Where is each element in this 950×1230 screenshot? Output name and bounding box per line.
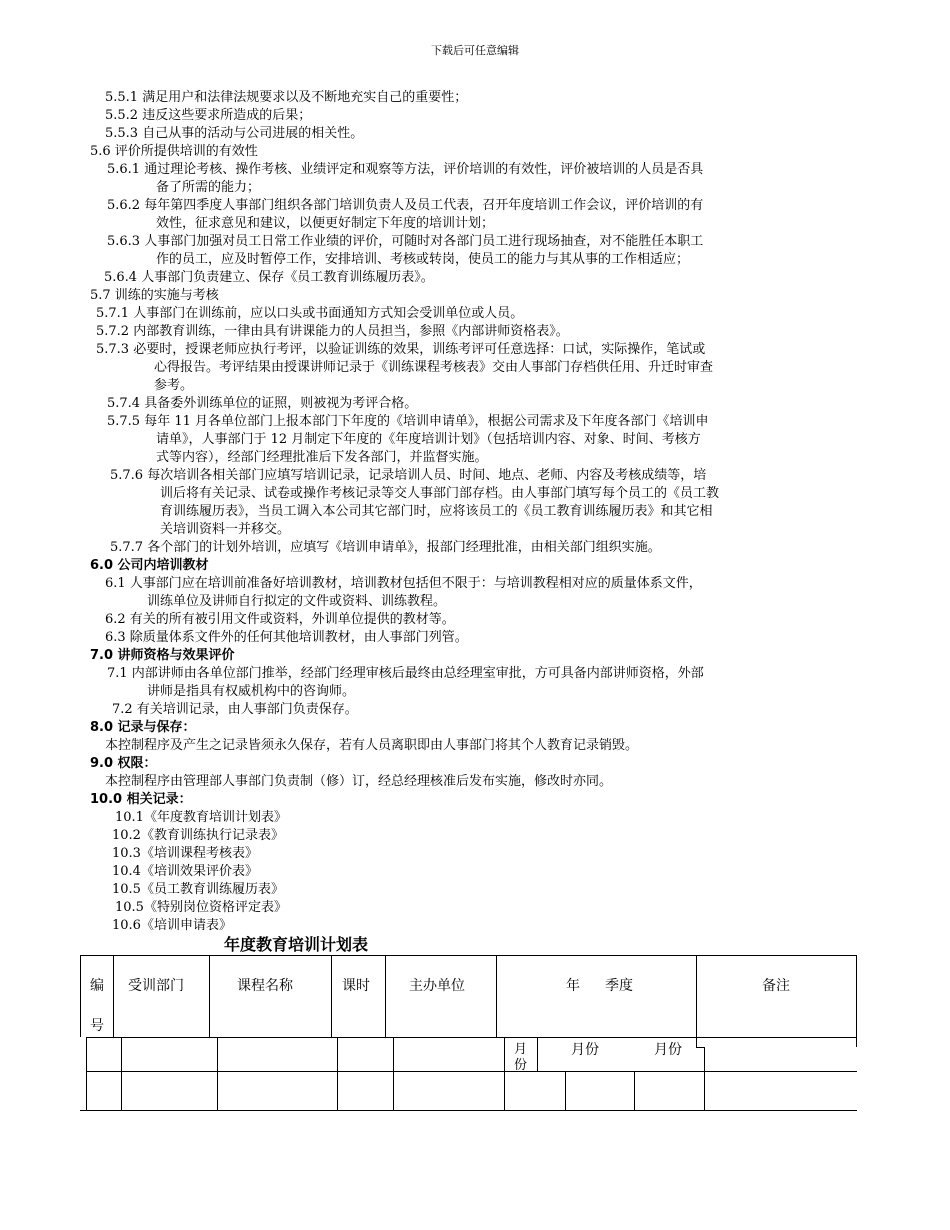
header-host: 主办单位	[409, 978, 465, 994]
record-item: 10.6《培训申请表》	[112, 918, 232, 933]
text-line: 5.7.1 人事部门在训练前，应以口头或书面通知方式知会受训单位或人员。	[96, 306, 524, 321]
header-month: 月	[514, 1042, 528, 1057]
record-item: 10.5《员工教育训练履历表》	[112, 882, 284, 897]
page-header: 下载后可任意编辑	[431, 44, 519, 57]
text-line: 本控制程序及产生之记录皆须永久保存，若有人员离职即由人事部门将其个人教育记录销毁。	[105, 738, 639, 753]
text-line: 5.7.7 各个部门的计划外培训，应填写《培训申请单》，报部门经理批准，由相关部门组织实施。	[110, 540, 661, 555]
text-line: 5.6.1 通过理论考核、操作考核、业绩评定和观察等方法，评价培训的有效性，评价被培训的人员是否具	[107, 162, 704, 177]
text-line: 参考。	[154, 378, 194, 393]
header-month: 份	[514, 1058, 528, 1073]
text-line: 5.7.3 必要时，授课老师应执行考评，以验证训练的效果，训练考评可任意选择：口试，实际操作，笔试或	[96, 342, 706, 357]
text-line: 5.6.4 人事部门负责建立、保存《员工教育训练履历表》。	[104, 270, 434, 285]
record-item: 10.1《年度教育培训计划表》	[115, 810, 287, 825]
section-heading: 9.0 权限：	[90, 756, 157, 771]
text-line: 5.7.6 每次培训各相关部门应填写培训记录，记录培训人员、时间、地点、老师、内容及考核成绩等，培	[110, 468, 707, 483]
section-heading: 10.0 相关记录：	[90, 792, 192, 807]
section-heading: 7.0 讲师资格与效果评价	[90, 648, 235, 663]
text-line: 心得报告。考评结果由授课讲师记录于《训练课程考核表》交由人事部门存档供任用、升迁时审查	[154, 360, 714, 375]
text-line: 讲师是指具有权威机构中的咨询师。	[147, 684, 356, 699]
header-course: 课程名称	[237, 978, 293, 994]
section-heading: 5.7 训练的实施与考核	[90, 288, 219, 303]
header-quarter: 季度	[605, 978, 633, 994]
header-dept: 受训部门	[128, 978, 184, 994]
text-line: 5.5.3 自己从事的活动与公司进展的相关性。	[105, 126, 364, 141]
header-year: 年	[566, 978, 580, 994]
record-item: 10.4《培训效果评价表》	[112, 864, 258, 879]
record-item: 10.5《特别岗位资格评定表》	[115, 900, 287, 915]
text-line: 5.6.2 每年第四季度人事部门组织各部门培训负责人及员工代表，召开年度培训工作会议，评价培训的有	[107, 198, 704, 213]
header-number: 号	[90, 1018, 104, 1034]
text-line: 6.2 有关的所有被引用文件或资料，外训单位提供的教材等。	[105, 612, 455, 627]
record-item: 10.2《教育训练执行记录表》	[112, 828, 284, 843]
text-line: 5.6.3 人事部门加强对员工日常工作业绩的评价，可随时对各部门员工进行现场抽查，对不能胜任本职工	[107, 234, 704, 249]
text-line: 作的员工，应及时暂停工作，安排培训、考核或转岗，使员工的能力与其从事的工作相适应；	[156, 252, 690, 267]
text-line: 式等内容），经部门经理批准后下发各部门，并监督实施。	[156, 450, 488, 465]
text-line: 关培训资料一并移交。	[160, 522, 291, 537]
record-item: 10.3《培训课程考核表》	[112, 846, 258, 861]
text-line: 本控制程序由管理部人事部门负责制（修）订，经总经理核准后发布实施，修改时亦同。	[105, 774, 613, 789]
header-remark: 备注	[762, 978, 790, 994]
text-line: 7.1 内部讲师由各单位部门推举，经部门经理审核后最终由总经理室审批，方可具备内部讲师资格，外部	[107, 666, 704, 681]
text-line: 5.7.5 每年 11 月各单位部门上报本部门下年度的《培训申请单》，根据公司需求及下年度各部门《培训申	[107, 414, 709, 429]
header-number: 编	[90, 978, 104, 994]
text-line: 5.5.1 满足用户和法律法规要求以及不断地充实自己的重要性；	[105, 90, 468, 105]
text-line: 6.1 人事部门应在培训前准备好培训教材，培训教材包括但不限于：与培训教程相对应的质量体系文件，	[105, 576, 702, 591]
header-month: 月份	[571, 1042, 599, 1058]
text-line: 备了所需的能力；	[156, 180, 261, 195]
text-line: 请单》，人事部门于 12 月制定下年度的《年度培训计划》（包括培训内容、对象、时间、考核方	[156, 432, 701, 447]
text-line: 育训练履历表》，当员工调入本公司其它部门时，应将该员工的《员工教育训练履历表》和其它相	[160, 504, 713, 519]
section-heading: 6.0 公司内培训教材	[90, 558, 209, 573]
text-line: 7.2 有关培训记录，由人事部门负责保存。	[112, 702, 358, 717]
table-title: 年度教育培训计划表	[224, 935, 369, 954]
text-line: 5.7.2 内部教育训练，一律由具有讲课能力的人员担当，参照《内部讲师资格表》。	[96, 324, 569, 339]
text-line: 训练单位及讲师自行拟定的文件或资料、训练教程。	[147, 594, 447, 609]
header-hours: 课时	[342, 978, 370, 994]
text-line: 训后将有关记录、试卷或操作考核记录等交人事部门部存档。由人事部门填写每个员工的《员工教	[160, 486, 720, 501]
section-heading: 5.6 评价所提供培训的有效性	[90, 144, 258, 159]
header-month: 月份	[654, 1042, 682, 1058]
text-line: 效性，征求意见和建议，以便更好制定下年度的培训计划；	[156, 216, 495, 231]
section-heading: 8.0 记录与保存：	[90, 720, 196, 735]
text-line: 6.3 除质量体系文件外的任何其他培训教材，由人事部门列管。	[105, 630, 468, 645]
text-line: 5.5.2 违反这些要求所造成的后果；	[105, 108, 312, 123]
text-line: 5.7.4 具备委外训练单位的证照，则被视为考评合格。	[107, 396, 418, 411]
